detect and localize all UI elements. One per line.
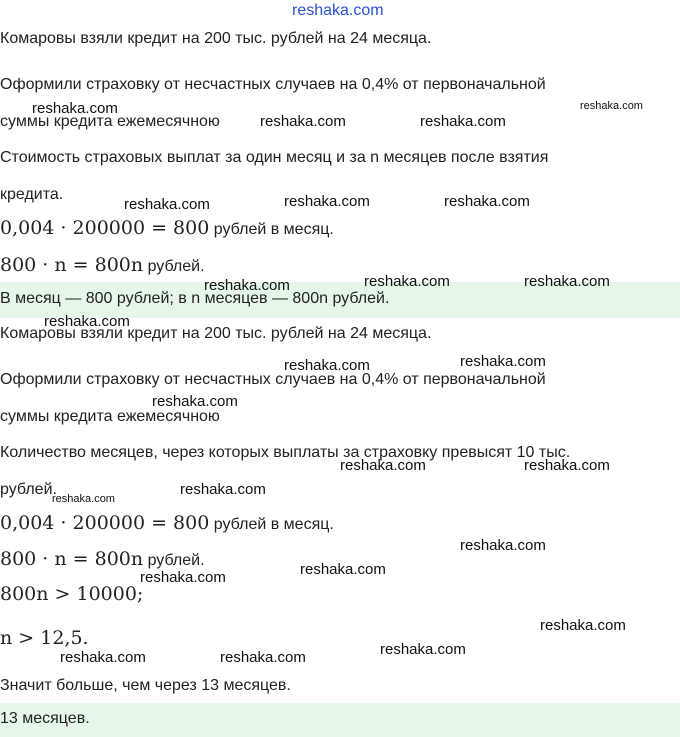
- watermark[interactable]: reshaka.com: [220, 649, 306, 666]
- given-line-2a: Оформили страховку от несчастных случаев на 0,4% от первоначальной: [0, 76, 546, 93]
- top-watermark[interactable]: reshaka.com: [292, 2, 384, 19]
- calc-line-1: [0, 217, 334, 239]
- question-line-b: кредита.: [0, 186, 64, 203]
- watermark[interactable]: reshaka.com: [152, 393, 238, 410]
- question-line-b-b: рублей.: [0, 481, 57, 498]
- watermark[interactable]: reshaka.com: [180, 481, 266, 498]
- watermark[interactable]: reshaka.com: [140, 569, 226, 586]
- conclusion: Значит больше, чем через 13 месяцев.: [0, 677, 291, 694]
- watermark[interactable]: reshaka.com: [60, 649, 146, 666]
- given-line-2b-b: суммы кредита ежемесячною: [0, 408, 220, 425]
- watermark[interactable]: reshaka.com: [460, 537, 546, 554]
- given-line-2b: суммы кредита ежемесячною: [0, 113, 220, 130]
- watermark[interactable]: reshaka.com: [32, 100, 118, 117]
- calc-line-1-b: [0, 512, 334, 534]
- calc-2-unit: рублей.: [147, 258, 205, 275]
- watermark[interactable]: reshaka.com: [284, 357, 370, 374]
- calc-line-2: [0, 254, 205, 276]
- watermark[interactable]: reshaka.com: [524, 457, 610, 474]
- given-line-1-b: Комаровы взяли кредит на 200 тыс. рублей на 24 месяца.: [0, 325, 432, 342]
- given-line-1: Комаровы взяли кредит на 200 тыс. рублей на 24 месяца.: [0, 30, 432, 47]
- answer-1: В месяц — 800 рублей; в n месяцев — 800n рублей.: [0, 290, 390, 307]
- watermark[interactable]: reshaka.com: [340, 457, 426, 474]
- calc-1-unit: рублей в месяц.: [213, 221, 334, 238]
- watermark[interactable]: reshaka.com: [444, 193, 530, 210]
- watermark[interactable]: reshaka.com: [580, 100, 643, 112]
- watermark[interactable]: reshaka.com: [380, 641, 466, 658]
- watermark[interactable]: reshaka.com: [364, 273, 450, 290]
- answer-2: 13 месяцев.: [0, 710, 90, 727]
- calc-1-formula: 0,004 · 200000 = 800: [0, 217, 210, 239]
- question-line-a-b: Количество месяцев, через которых выплаты за страховку превысят 10 тыс.: [0, 444, 571, 461]
- watermark[interactable]: reshaka.com: [284, 193, 370, 210]
- watermark[interactable]: reshaka.com: [124, 196, 210, 213]
- watermark[interactable]: reshaka.com: [44, 313, 130, 330]
- calc-line-2-b: [0, 548, 205, 570]
- calc-1-formula-b: 0,004 · 200000 = 800: [0, 512, 210, 534]
- given-line-2a-b: Оформили страховку от несчастных случаев на 0,4% от первоначальной: [0, 371, 546, 388]
- calc-2-formula-b: 800 · n = 800n: [0, 548, 144, 570]
- watermark[interactable]: reshaka.com: [420, 113, 506, 130]
- watermark[interactable]: reshaka.com: [260, 113, 346, 130]
- inequality-1: 800n > 10000;: [0, 583, 144, 605]
- answer-highlight-2: [0, 703, 680, 737]
- watermark[interactable]: reshaka.com: [524, 273, 610, 290]
- calc-2-unit-b: рублей.: [147, 552, 205, 569]
- calc-1-unit-b: рублей в месяц.: [213, 516, 334, 533]
- watermark[interactable]: reshaka.com: [540, 617, 626, 634]
- watermark[interactable]: reshaka.com: [52, 493, 115, 505]
- watermark[interactable]: reshaka.com: [300, 561, 386, 578]
- watermark[interactable]: reshaka.com: [204, 277, 290, 294]
- question-line-a: Стоимость страховых выплат за один месяц и за n месяцев после взятия: [0, 149, 549, 166]
- inequality-2: n > 12,5.: [0, 627, 89, 649]
- watermark[interactable]: reshaka.com: [460, 353, 546, 370]
- calc-2-formula: 800 · n = 800n: [0, 254, 144, 276]
